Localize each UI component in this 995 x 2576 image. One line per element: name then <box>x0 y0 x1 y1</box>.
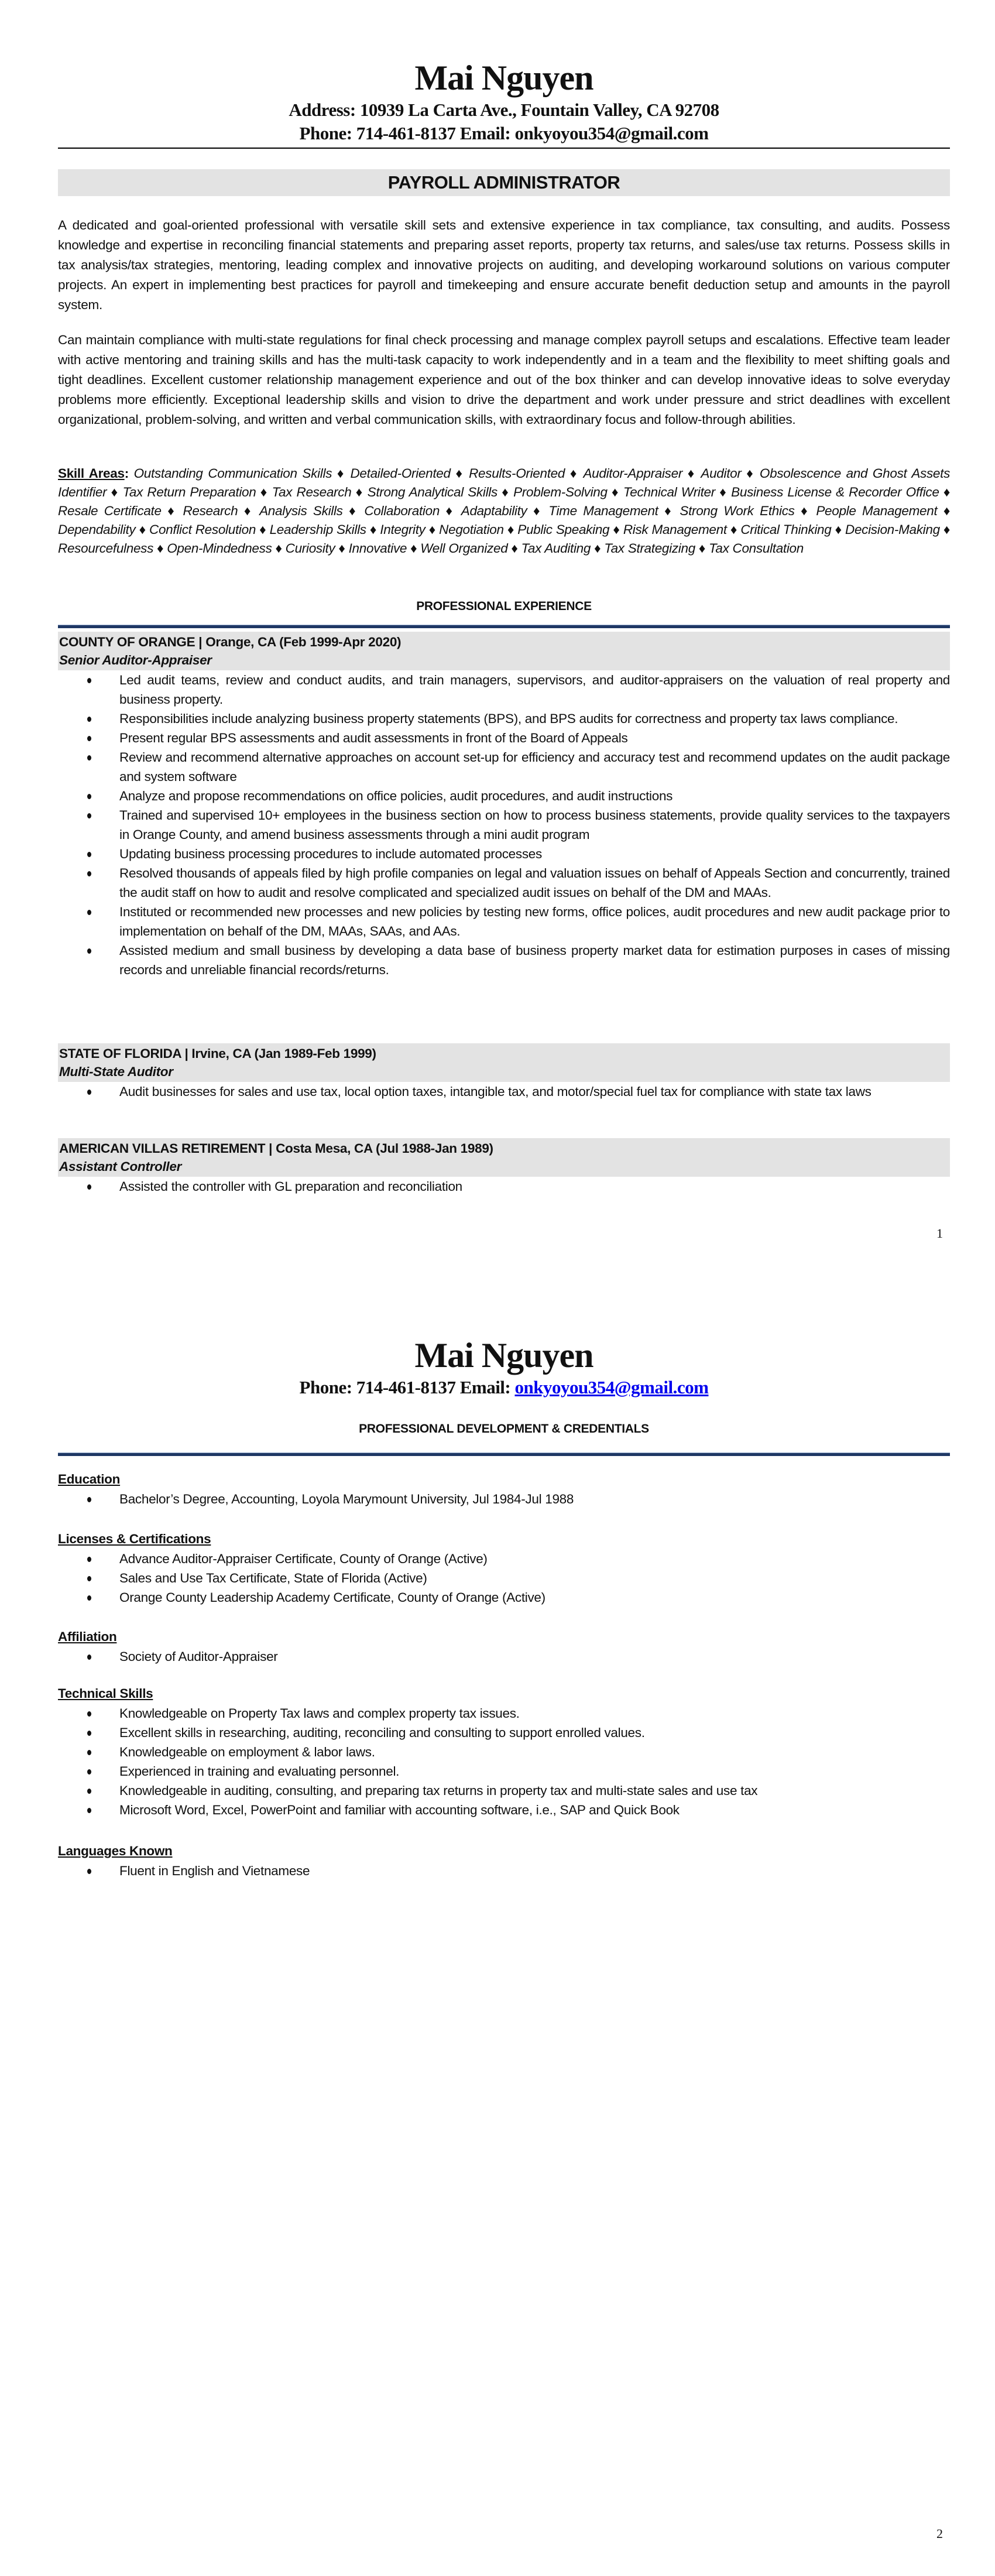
skill-item: Public Speaking <box>517 522 610 537</box>
job-bullet-list <box>58 1082 950 1101</box>
skill-item: Tax Return Preparation <box>122 485 256 499</box>
skill-separator-icon: ♦ <box>445 503 455 518</box>
job-header <box>58 1138 950 1177</box>
phone-label: Phone: 714-461-8137 Email: <box>299 1377 515 1397</box>
summary-paragraph-2: Can maintain compliance with multi-state regulations for final check processing and manage complex payroll setups and escalations. Effective team leader with active mentoring and training skills and has the multi-task capacity to work independently and in a team and the flexibility to meet shifting goals and tight deadlines. Excellent customer relationship management experience and out of the box thinker and can develop innovative ideas to solve everyday problems more efficiently. Exceptional leadership skills and vision to drive the department and work under pressure and strict deadlines with excellent organizational, problem-solving, and written and verbal communication skills, with extraordinary focus and follow-through abilities. <box>58 333 950 427</box>
credential-item: Experienced in training and evaluating personnel. <box>58 1762 950 1781</box>
job-bullet: Assisted the controller with GL preparation and reconciliation <box>58 1177 950 1196</box>
job-bullet: Trained and supervised 10+ employees in the business section on how to process business statements, provide quality services to the taxpayers in Orange County, and amend business assessments through a mini audit program <box>58 806 950 844</box>
skill-separator-icon: ♦ <box>111 485 119 499</box>
skill-separator-icon: ♦ <box>167 503 177 518</box>
job-bullet: Present regular BPS assessments and audit assessments in front of the Board of Appeals <box>58 728 950 748</box>
skill-separator-icon: ♦ <box>157 541 164 556</box>
skill-separator-icon: ♦ <box>943 522 951 537</box>
skill-item: Collaboration <box>364 503 440 518</box>
skill-item: Resourcefulness <box>58 541 154 556</box>
credential-item-list <box>58 1861 950 1880</box>
job-role: Multi-State Auditor <box>59 1064 173 1079</box>
header-divider <box>58 148 950 149</box>
job-entry <box>58 1138 950 1196</box>
job-role: Assistant Controller <box>59 1159 182 1174</box>
skill-separator-icon: ♦ <box>569 466 578 481</box>
credential-item: Bachelor’s Degree, Accounting, Loyola Marymount University, Jul 1984-Jul 1988 <box>58 1489 950 1509</box>
skill-item: Tax Consultation <box>709 541 804 556</box>
skill-separator-icon: ♦ <box>337 466 345 481</box>
job-bullet: Instituted or recommended new processes and new policies by testing new forms, office polices, audit procedures and new audit package prior to implementation on behalf of the DM, MAAs, SAAs, and AAs. <box>58 902 950 941</box>
job-bullet: Review and recommend alternative approaches on account set-up for efficiency and accuracy test and recommend updates on the audit package and system software <box>58 748 950 786</box>
skill-item: Open-Mindedness <box>167 541 272 556</box>
skill-separator-icon: ♦ <box>664 503 674 518</box>
skill-separator-icon: ♦ <box>943 485 951 499</box>
skill-areas-label: Skill Areas <box>58 466 125 481</box>
skill-item: Research <box>183 503 238 518</box>
job-title-banner: PAYROLL ADMINISTRATOR <box>58 169 950 196</box>
credential-heading: Licenses & Certifications <box>58 1532 211 1546</box>
skill-separator-icon: ♦ <box>349 503 358 518</box>
skill-separator-icon: ♦ <box>835 522 842 537</box>
credential-item: Excellent skills in researching, auditing, reconciling and consulting to support enrolled values. <box>58 1723 950 1742</box>
skill-item: Auditor-Appraiser <box>583 466 683 481</box>
skill-item: Strong Analytical Skills <box>367 485 498 499</box>
resume-name: Mai Nguyen <box>414 59 593 97</box>
credential-item: Knowledgeable on employment & labor laws. <box>58 1742 950 1762</box>
credential-section <box>58 1627 950 1666</box>
credential-heading: Affiliation <box>58 1629 117 1644</box>
job-header <box>58 632 950 670</box>
job-entry <box>58 1043 950 1101</box>
credential-item: Sales and Use Tax Certificate, State of Florida (Active) <box>58 1568 950 1588</box>
credential-item: Orange County Leadership Academy Certificate, County of Orange (Active) <box>58 1588 950 1607</box>
job-bullet: Audit businesses for sales and use tax, local option taxes, intangible tax, and motor/special fuel tax for compliance with state tax laws <box>58 1082 950 1101</box>
job-header <box>58 1043 950 1082</box>
credential-item: Fluent in English and Vietnamese <box>58 1861 950 1880</box>
phone-email-line: Phone: 714-461-8137 Email: onkyoyou354@gmail.com <box>299 123 709 143</box>
skill-item: People Management <box>816 503 938 518</box>
page-number: 2 <box>936 2526 943 2541</box>
credential-item: Microsoft Word, Excel, PowerPoint and familiar with accounting software, i.e., SAP and Quick Book <box>58 1800 950 1820</box>
credential-item-list <box>58 1647 950 1666</box>
skill-item: Auditor <box>701 466 742 481</box>
skill-item: Innovative <box>348 541 407 556</box>
skill-item: Risk Management <box>623 522 727 537</box>
skill-item: Dependability <box>58 522 136 537</box>
job-bullet: Updating business processing procedures to include automated processes <box>58 844 950 864</box>
skill-item: Curiosity <box>285 541 335 556</box>
credential-heading: Languages Known <box>58 1844 173 1858</box>
skill-item: Tax Strategizing <box>604 541 695 556</box>
email-link[interactable]: onkyoyou354@gmail.com <box>514 1377 709 1397</box>
skill-separator-icon: ♦ <box>369 522 377 537</box>
job-bullet-list <box>58 1177 950 1196</box>
skill-item: Well Organized <box>420 541 508 556</box>
skill-item: Business License & Recorder Office <box>731 485 939 499</box>
skill-separator-icon: ♦ <box>687 466 696 481</box>
skill-item: Analysis Skills <box>259 503 343 518</box>
skill-separator-icon: ♦ <box>746 466 755 481</box>
skill-separator-icon: ♦ <box>410 541 417 556</box>
skill-item: Detailed-Oriented <box>350 466 451 481</box>
resume-name: Mai Nguyen <box>414 1336 593 1375</box>
credential-item-list <box>58 1549 950 1607</box>
skill-item: Adaptability <box>461 503 527 518</box>
skill-item: Tax Research <box>272 485 352 499</box>
credential-item-list <box>58 1704 950 1820</box>
skill-separator-icon: ♦ <box>502 485 509 499</box>
summary-paragraph-1: A dedicated and goal-oriented professional with versatile skill sets and extensive experience in tax compliance, tax consulting, and audits. Possess knowledge and expertise in reconciling financial statements and preparing asset reports, property tax returns, and sales/use tax returns. Possess skills in tax analysis/tax strategies, mentoring, leading complex and innovative projects on auditing, and developing workaround solutions on various computer projects. An expert in implementing best practices for payroll and timekeeping and ensure accurate benefit deduction setup and amounts in the payroll system. <box>58 218 950 312</box>
job-bullet: Led audit teams, review and conduct audits, and train managers, supervisors, and auditor-appraisers on the valuation of real property and business property. <box>58 670 950 709</box>
skill-separator-icon: ♦ <box>594 541 601 556</box>
address-line: Address: 10939 La Carta Ave., Fountain Valley, CA 92708 <box>289 100 719 120</box>
section-divider <box>58 625 950 628</box>
job-bullet: Assisted medium and small business by developing a data base of business property market data for estimation purposes in cases of missing records and unreliable financial records/returns. <box>58 941 950 979</box>
skill-item: Leadership Skills <box>269 522 366 537</box>
credential-section <box>58 1529 950 1607</box>
skill-separator-icon: ♦ <box>139 522 146 537</box>
credential-heading: Education <box>58 1472 121 1486</box>
skill-separator-icon: ♦ <box>275 541 282 556</box>
skill-item: Decision-Making <box>845 522 940 537</box>
skill-separator-icon: ♦ <box>613 522 620 537</box>
skill-separator-icon: ♦ <box>338 541 345 556</box>
skill-item: Resale Certificate <box>58 503 162 518</box>
page-number: 1 <box>936 1226 943 1241</box>
credential-section <box>58 1684 950 1820</box>
skill-separator-icon: ♦ <box>943 503 951 518</box>
skill-item: Tax Auditing <box>521 541 591 556</box>
credential-item: Knowledgeable in auditing, consulting, and preparing tax returns in property tax and multi-state sales and use tax <box>58 1781 950 1800</box>
skill-separator-icon: ♦ <box>511 541 518 556</box>
skill-item: Integrity <box>380 522 426 537</box>
credential-item: Knowledgeable on Property Tax laws and complex property tax issues. <box>58 1704 950 1723</box>
skill-separator-icon: ♦ <box>243 503 253 518</box>
skill-separator-icon: ♦ <box>719 485 727 499</box>
job-bullet-list <box>58 670 950 979</box>
skill-areas: Skill Areas: Outstanding Communication Skills ♦ Detailed-Oriented ♦ Results-Oriented ♦ Auditor-Appraiser ♦ Auditor ♦ Obsolescence and Ghost Assets Identifier ♦ Tax Return Preparation ♦ Tax Research ♦ Strong Analytical Skills ♦ Problem-Solving ♦ Technical Writer ♦ Business License & Recorder Office ♦ Resale Certificate ♦ Research ♦ Analysis Skills ♦ Collaboration ♦ Adaptability ♦ Time Management ♦ Strong Work Ethics ♦ People Management ♦ Dependability ♦ Conflict Resolution ♦ Leadership Skills ♦ Integrity ♦ Negotiation ♦ Public Speaking ♦ Risk Management ♦ Critical Thinking ♦ Decision-Making ♦ Resourcefulness ♦ Open-Mindedness ♦ Curiosity ♦ Innovative ♦ Well Organized ♦ Tax Auditing ♦ Tax Strategizing ♦ Tax Consultation <box>58 466 951 556</box>
skill-separator-icon: ♦ <box>455 466 464 481</box>
skill-separator-icon: ♦ <box>259 522 266 537</box>
skill-separator-icon: ♦ <box>612 485 619 499</box>
skill-separator-icon: ♦ <box>260 485 268 499</box>
skill-item: Negotiation <box>439 522 504 537</box>
credential-item: Society of Auditor-Appraiser <box>58 1647 950 1666</box>
job-company: COUNTY OF ORANGE | Orange, CA (Feb 1999-Apr 2020) <box>59 635 402 649</box>
skill-item: Strong Work Ethics <box>680 503 795 518</box>
credential-section <box>58 1841 950 1880</box>
job-role: Senior Auditor-Appraiser <box>59 653 212 667</box>
skill-separator-icon: ♦ <box>533 503 543 518</box>
credential-section <box>58 1469 950 1509</box>
skill-separator-icon: ♦ <box>507 522 514 537</box>
skill-item: Outstanding Communication Skills <box>133 466 332 481</box>
credential-item: Advance Auditor-Appraiser Certificate, County of Orange (Active) <box>58 1549 950 1568</box>
skill-item: Results-Oriented <box>469 466 565 481</box>
job-bullet: Responsibilities include analyzing business property statements (BPS), and BPS audits for correctness and property tax laws compliance. <box>58 709 950 728</box>
skill-separator-icon: ♦ <box>801 503 810 518</box>
skill-item: Problem-Solving <box>513 485 608 499</box>
skill-separator-icon: ♦ <box>698 541 706 556</box>
skill-separator-icon: ♦ <box>428 522 436 537</box>
phone-email-line <box>58 1376 950 1399</box>
section-heading-experience: PROFESSIONAL EXPERIENCE <box>416 600 592 613</box>
job-bullet: Analyze and propose recommendations on office policies, audit procedures, and audit instructions <box>58 786 950 806</box>
skill-item: Technical Writer <box>623 485 715 499</box>
skill-separator-icon: ♦ <box>355 485 363 499</box>
job-entry <box>58 632 950 979</box>
job-company: AMERICAN VILLAS RETIREMENT | Costa Mesa, CA (Jul 1988-Jan 1989) <box>59 1141 493 1156</box>
job-bullet: Resolved thousands of appeals filed by high profile companies on legal and valuation issues on behalf of Appeals Section and concurrently, trained the audit staff on how to audit and resolve complicated and specialized audit issues on behalf of the DM and MAAs. <box>58 864 950 902</box>
skill-item: Critical Thinking <box>740 522 832 537</box>
skill-item: Time Management <box>548 503 658 518</box>
section-divider <box>58 1453 950 1456</box>
credential-heading: Technical Skills <box>58 1686 153 1701</box>
skill-item: Obsolescence and Ghost Assets Identifier <box>58 466 951 499</box>
credential-item-list <box>58 1489 950 1509</box>
skill-separator-icon: ♦ <box>730 522 737 537</box>
section-heading-credentials: PROFESSIONAL DEVELOPMENT & CREDENTIALS <box>359 1422 649 1436</box>
skill-item: Conflict Resolution <box>149 522 256 537</box>
job-company: STATE OF FLORIDA | Irvine, CA (Jan 1989-Feb 1999) <box>59 1046 376 1061</box>
